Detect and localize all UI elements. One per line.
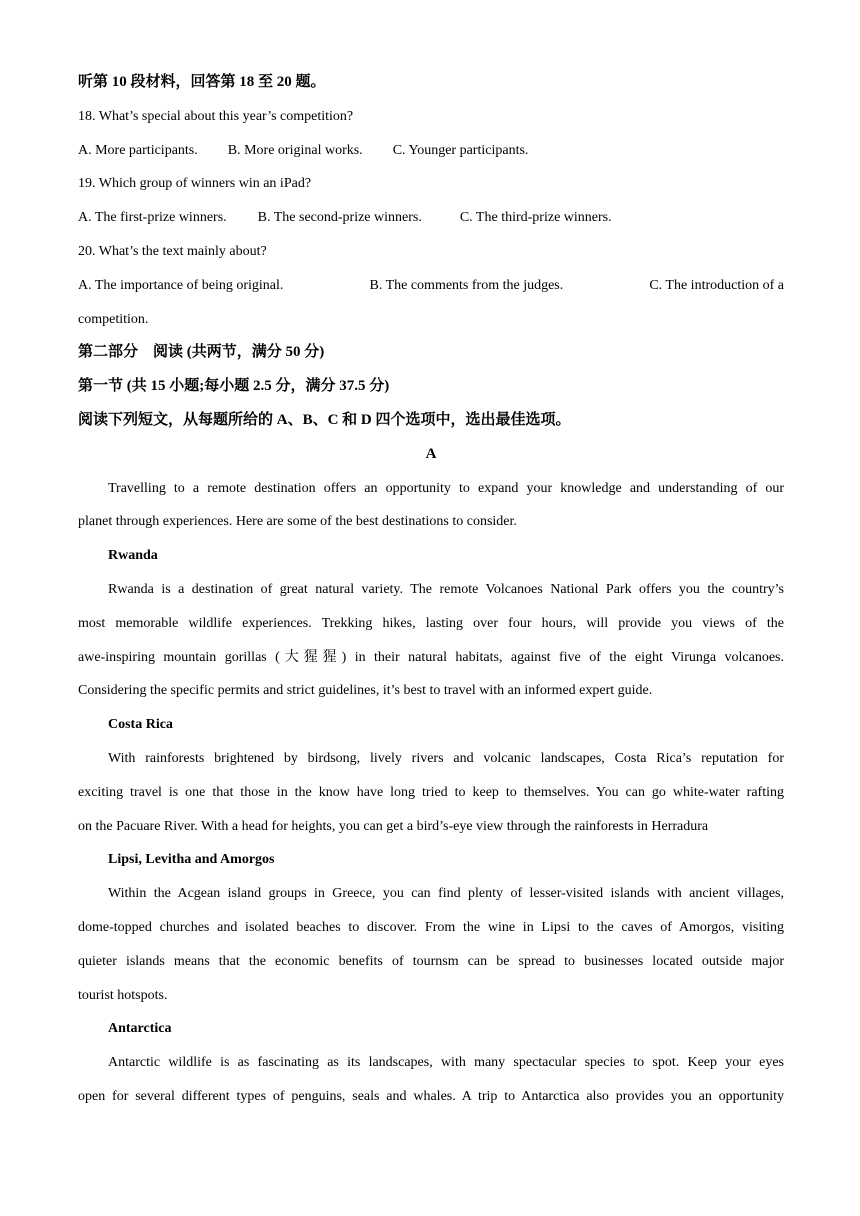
- passage-intro-line: Travelling to a remote destination offers an opportunity to expand your knowledge and understanding of our: [108, 480, 784, 496]
- paragraph-line: Rwanda is a destination of great natural variety. The remote Volcanoes National Park offers you the country’s: [108, 581, 784, 597]
- paragraph-line: on the Pacuare River. With a head for heights, you can get a bird’s-eye view through the rainforests in Herradura: [78, 818, 709, 834]
- option-b: B. More original works.: [227, 142, 363, 158]
- section-heading: Costa Rica: [108, 717, 173, 733]
- question-19: 19. Which group of winners win an iPad?: [78, 176, 312, 192]
- reading-instruction: 阅读下列短文，从每题所给的 A、B、C 和 D 四个选项中，选出最佳选项。: [78, 411, 571, 428]
- question-18-options: [78, 134, 784, 168]
- option-c-continued: competition.: [78, 311, 149, 327]
- exam-page: [78, 66, 784, 1114]
- passage-intro-line: planet through experiences. Here are some of the best destinations to consider.: [78, 514, 517, 530]
- option-b: B. The second-prize winners.: [257, 210, 422, 226]
- part-title: 第二部分 阅读 (共两节，满分 50 分): [78, 344, 325, 361]
- option-a: A. More participants.: [78, 142, 198, 158]
- paragraph-line: Within the Acgean island groups in Greece, you can find plenty of lesser-visited islands with ancient villages,: [108, 886, 784, 902]
- paragraph-line: quieter islands means that the economic benefits of tournsm can be spread to businesses located outside major: [78, 953, 784, 969]
- option-c: C. The introduction of a: [649, 277, 784, 293]
- paragraph-line: dome-topped churches and isolated beaches to discover. From the wine in Lipsi to the caves of Amorgos, visiting: [78, 919, 784, 935]
- option-c: C. The third-prize winners.: [459, 210, 612, 226]
- paragraph-line: exciting travel is one that those in the know have long tried to keep to themselves. You can go white-water rafting: [78, 784, 784, 800]
- question-20-options: [78, 269, 784, 303]
- question-20: 20. What’s the text mainly about?: [78, 243, 267, 259]
- paragraph-line: open for several different types of penguins, seals and whales. A trip to Antarctica also provides you an opportunity: [78, 1088, 784, 1104]
- paragraph-line: Considering the specific permits and strict guidelines, it’s best to travel with an informed expert guide.: [78, 683, 653, 699]
- paragraph-line: most memorable wildlife experiences. Trekking hikes, lasting over four hours, will provide you views of the: [78, 615, 784, 631]
- section-title: 第一节 (共 15 小题;每小题 2.5 分，满分 37.5 分): [78, 378, 390, 395]
- section-heading: Lipsi, Levitha and Amorgos: [108, 852, 275, 868]
- question-19-options: [78, 201, 784, 235]
- paragraph-line: Antarctic wildlife is as fascinating as its landscapes, with many spectacular species to spot. Keep your eyes: [108, 1055, 784, 1071]
- question-18: 18. What’s special about this year’s competition?: [78, 108, 354, 124]
- section-heading: Rwanda: [108, 548, 158, 564]
- listening-intro: 听第 10 段材料，回答第 18 至 20 题。: [78, 74, 326, 90]
- option-a: A. The first-prize winners.: [78, 210, 227, 226]
- paragraph-line: awe-inspiring mountain gorillas (大猩猩) in their natural habitats, against five of the eight Virunga volcanoes.: [78, 649, 784, 665]
- option-b: B. The comments from the judges.: [369, 277, 564, 293]
- option-c: C. Younger participants.: [392, 142, 529, 158]
- passage-letter: A: [425, 445, 437, 462]
- paragraph-line: With rainforests brightened by birdsong, lively rivers and volcanic landscapes, Costa Rica’s reputation for: [108, 750, 784, 766]
- section-heading: Antarctica: [108, 1021, 172, 1037]
- option-a: A. The importance of being original.: [78, 277, 284, 293]
- paragraph-line: tourist hotspots.: [78, 987, 168, 1003]
